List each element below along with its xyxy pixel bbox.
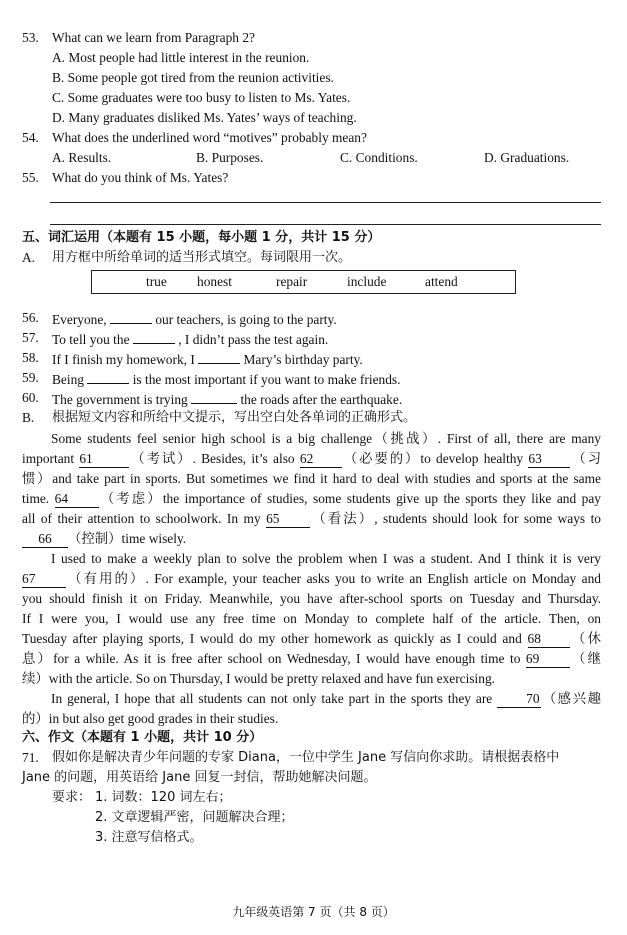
question-stem: What do you think of Ms. Yates? xyxy=(52,170,229,185)
requirement-item: 1. 词数：120 词左右； xyxy=(95,790,232,805)
answer-blank[interactable]: 68 xyxy=(528,631,570,648)
requirement-item: 2. 文章逻辑严密，问题解决合理； xyxy=(95,810,294,825)
option-b: B. Some people got tired from the reunion activities. xyxy=(52,70,334,85)
answer-blank[interactable]: 62 xyxy=(300,451,342,468)
word-item: honest xyxy=(197,274,232,289)
answer-blank[interactable] xyxy=(110,309,152,324)
answer-blank[interactable]: 70 xyxy=(497,691,541,708)
passage-line: In general, I hope that all students can not only take part in the sports they are 70 （感兴趣 xyxy=(51,691,601,706)
passage-line: Tuesday after playing sports, I would do my other homework as quickly as I could and 68 （休 xyxy=(22,631,601,646)
question-number: 60. xyxy=(22,390,39,405)
section-title: 五、词汇运用（本题有 15 小题，每小题 1 分，共计 15 分） xyxy=(22,230,381,245)
passage-line: 的）in but also get good grades in their studies. xyxy=(22,711,279,726)
word-item: true xyxy=(146,274,167,289)
question-number: 57. xyxy=(22,330,39,345)
passage-line: If I were you, I would use any free time on Monday to complete half of the article. Then, on xyxy=(22,611,601,626)
question-number: 54. xyxy=(22,130,39,145)
word-item: repair xyxy=(276,274,308,289)
passage-line: 67 （有用的）. For example, your teacher asks you to write an English article on Monday and xyxy=(22,571,601,586)
question-number: 55. xyxy=(22,170,39,185)
question-number: 59. xyxy=(22,370,39,385)
part-label: A. xyxy=(22,250,36,265)
fill-sentence: If I finish my homework, I Mary’s birthday party. xyxy=(52,349,363,369)
answer-blank[interactable] xyxy=(87,369,129,384)
answer-blank[interactable] xyxy=(198,349,240,364)
passage-line: 续）with the article. So on Thursday, I would be pretty relaxed and have fun exercising. xyxy=(22,671,495,686)
passage-line: time. 64 （考虑）the importance of studies, some students give up the sports they like and pay xyxy=(22,491,601,506)
option-b: B. Purposes. xyxy=(196,150,264,165)
part-instruction: 用方框中所给单词的适当形式填空。每词限用一次。 xyxy=(52,250,352,265)
question-number: 53. xyxy=(22,30,39,45)
option-d: D. Graduations. xyxy=(484,150,570,165)
part-instruction: 根据短文内容和所给中文提示，写出空白处各单词的正确形式。 xyxy=(52,410,417,425)
option-a: A. Results. xyxy=(52,150,112,165)
passage-line: 息）for a while. As it is free after school on Wednesday, I would have enough time to 69 （继 xyxy=(22,651,601,666)
answer-blank[interactable] xyxy=(191,389,237,404)
answer-blank[interactable]: 64 xyxy=(55,491,99,508)
option-d: D. Many graduates disliked Ms. Yates’ ways of teaching. xyxy=(52,110,357,125)
passage-line: I used to make a weekly plan to solve the problem when I was a student. And I think it is very xyxy=(51,551,601,566)
option-a: A. Most people had little interest in the reunion. xyxy=(52,50,310,65)
answer-blank[interactable] xyxy=(133,329,175,344)
passage-line: 66 （控制）time wisely. xyxy=(22,530,186,548)
word-item: include xyxy=(347,274,387,289)
fill-sentence: The government is trying the roads after the earthquake. xyxy=(52,389,402,409)
answer-blank[interactable]: 69 xyxy=(526,651,570,668)
answer-blank[interactable]: 63 xyxy=(528,451,570,468)
passage-line: you should finish it on Friday. Meanwhile, you have after-school sports on Tuesday and Thursday. xyxy=(22,591,601,606)
fill-sentence: Being is the most important if you want to make friends. xyxy=(52,369,400,389)
requirement-item: 3. 注意写信格式。 xyxy=(95,830,203,845)
passage-line: important 61 （考试）. Besides, it’s also 62 （必要的）to develop healthy 63 （习 xyxy=(22,451,602,466)
question-stem: 假如你是解决青少年问题的专家 Diana，一位中学生 Jane 写信向你求助。请根据表格中 xyxy=(52,750,560,765)
passage-line: Some students feel senior high school is a big challenge（挑战）. First of all, there are many xyxy=(51,431,601,446)
question-stem: What does the underlined word “motives” probably mean? xyxy=(52,130,367,145)
part-label: B. xyxy=(22,410,35,425)
answer-blank[interactable]: 66 xyxy=(22,531,68,548)
fill-sentence: To tell you the , I didn’t pass the test again. xyxy=(52,329,328,349)
answer-line[interactable] xyxy=(50,224,601,225)
question-number: 71. xyxy=(22,750,39,765)
answer-blank[interactable]: 61 xyxy=(79,451,129,468)
answer-blank[interactable]: 65 xyxy=(266,511,310,528)
question-number: 58. xyxy=(22,350,39,365)
page-footer: 九年级英语第 7 页（共 8 页） xyxy=(232,905,395,919)
passage-line: 惯）and take part in sports. But sometimes we find it hard to deal with studies and sports at the same xyxy=(22,471,601,486)
word-box xyxy=(91,270,516,294)
passage-line: all of their attention to schoolwork. In my 65 （看法）, students should look for some ways to xyxy=(22,511,601,526)
section-title: 六、作文（本题有 1 小题，共计 10 分） xyxy=(22,730,263,745)
fill-sentence: Everyone, our teachers, is going to the party. xyxy=(52,309,337,329)
answer-blank[interactable]: 67 xyxy=(22,571,66,588)
option-c: C. Some graduates were too busy to listen to Ms. Yates. xyxy=(52,90,351,105)
question-stem: Jane 的问题，用英语给 Jane 回复一封信，帮助她解决问题。 xyxy=(22,770,377,785)
requirements-label: 要求： xyxy=(52,790,92,805)
option-c: C. Conditions. xyxy=(340,150,418,165)
word-item: attend xyxy=(425,274,458,289)
question-stem: What can we learn from Paragraph 2? xyxy=(52,30,255,45)
answer-line[interactable] xyxy=(50,202,601,203)
question-number: 56. xyxy=(22,310,39,325)
